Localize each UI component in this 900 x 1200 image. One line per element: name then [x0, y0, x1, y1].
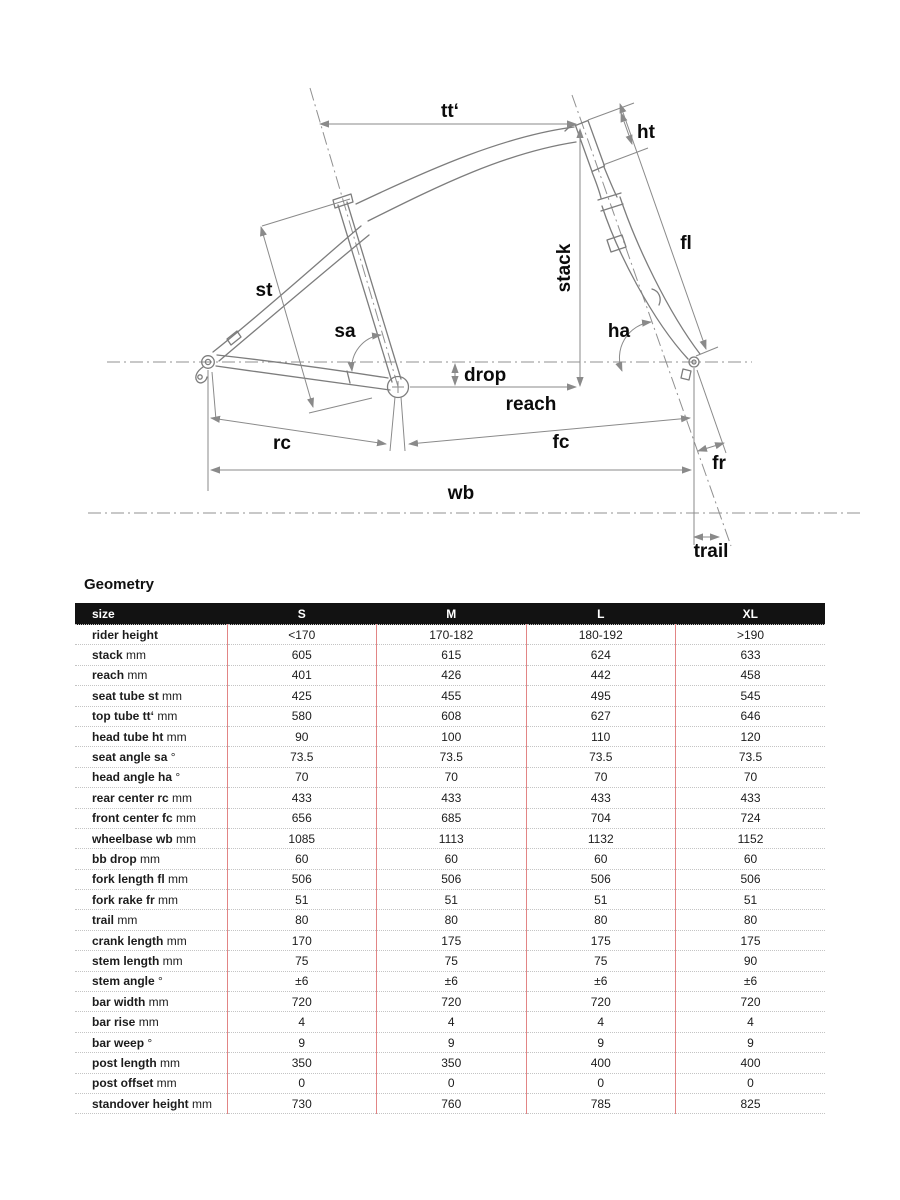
- label-drop: drop: [464, 365, 507, 386]
- rear-axle-extension: [208, 370, 216, 491]
- top-tube-upper-edge: [356, 127, 574, 204]
- label-rc: rc: [273, 433, 291, 454]
- value-cell-l: 180-192: [526, 625, 676, 645]
- value-cell-s: 73.5: [227, 747, 377, 767]
- row-label-cell: bb drop mm: [75, 849, 227, 869]
- value-cell-xl: 400: [676, 1053, 826, 1073]
- value-cell-l: 75: [526, 951, 676, 971]
- dimension-labels: [256, 101, 729, 562]
- value-cell-s: 433: [227, 788, 377, 808]
- table-row: [75, 951, 825, 971]
- value-cell-l: 0: [526, 1073, 676, 1093]
- value-cell-s: 9: [227, 1032, 377, 1052]
- row-label-cell: seat tube st mm: [75, 686, 227, 706]
- value-cell-m: ±6: [377, 971, 527, 991]
- value-cell-m: 73.5: [377, 747, 527, 767]
- value-cell-m: 170-182: [377, 625, 527, 645]
- table-row: [75, 645, 825, 665]
- table-row: [75, 1053, 825, 1073]
- row-label-cell: post offset mm: [75, 1073, 227, 1093]
- row-label-cell: rear center rc mm: [75, 788, 227, 808]
- value-cell-xl: 4: [676, 1012, 826, 1032]
- value-cell-l: ±6: [526, 971, 676, 991]
- value-cell-xl: 825: [676, 1093, 826, 1113]
- value-cell-l: 785: [526, 1093, 676, 1113]
- value-cell-m: 9: [377, 1032, 527, 1052]
- value-cell-s: 605: [227, 645, 377, 665]
- value-cell-l: 80: [526, 910, 676, 930]
- value-cell-xl: 120: [676, 726, 826, 746]
- value-cell-s: 656: [227, 808, 377, 828]
- row-label-cell: stem length mm: [75, 951, 227, 971]
- label-trail: trail: [693, 541, 729, 562]
- value-cell-xl: 506: [676, 869, 826, 889]
- row-label-cell: stack mm: [75, 645, 227, 665]
- col-header-size: size: [75, 603, 227, 625]
- value-cell-m: 685: [377, 808, 527, 828]
- chain-stay-upper-edge: [217, 355, 388, 378]
- table-row: [75, 849, 825, 869]
- col-header-m: M: [377, 603, 527, 625]
- value-cell-xl: 73.5: [676, 747, 826, 767]
- label-reach: reach: [505, 394, 557, 415]
- value-cell-m: 1113: [377, 828, 527, 848]
- row-label-cell: bar weep °: [75, 1032, 227, 1052]
- value-cell-m: 608: [377, 706, 527, 726]
- value-cell-s: 720: [227, 992, 377, 1012]
- table-row: [75, 869, 825, 889]
- value-cell-xl: 90: [676, 951, 826, 971]
- value-cell-l: 506: [526, 869, 676, 889]
- st-dimension: [261, 227, 313, 407]
- value-cell-m: 75: [377, 951, 527, 971]
- dimension-lines: [208, 103, 726, 545]
- value-cell-m: 615: [377, 645, 527, 665]
- value-cell-xl: 724: [676, 808, 826, 828]
- value-cell-s: 506: [227, 869, 377, 889]
- value-cell-xl: 60: [676, 849, 826, 869]
- value-cell-xl: 633: [676, 645, 826, 665]
- row-label-cell: trail mm: [75, 910, 227, 930]
- table-row: [75, 1093, 825, 1113]
- label-fc: fc: [552, 432, 570, 453]
- table-row: [75, 808, 825, 828]
- value-cell-l: 110: [526, 726, 676, 746]
- row-label-cell: front center fc mm: [75, 808, 227, 828]
- label-stack: stack: [554, 243, 575, 293]
- value-cell-m: 4: [377, 1012, 527, 1032]
- table-row: [75, 625, 825, 645]
- value-cell-m: 506: [377, 869, 527, 889]
- value-cell-l: 704: [526, 808, 676, 828]
- value-cell-xl: ±6: [676, 971, 826, 991]
- col-header-xl: XL: [676, 603, 826, 625]
- table-row: [75, 1073, 825, 1093]
- value-cell-xl: 70: [676, 767, 826, 787]
- row-label-cell: top tube tt‘ mm: [75, 706, 227, 726]
- front-dropout-tab: [681, 369, 691, 380]
- value-cell-l: 433: [526, 788, 676, 808]
- value-cell-l: 1132: [526, 828, 676, 848]
- value-cell-l: 4: [526, 1012, 676, 1032]
- value-cell-m: 720: [377, 992, 527, 1012]
- label-sa: sa: [334, 321, 356, 342]
- value-cell-m: 80: [377, 910, 527, 930]
- chain-stay-lower-edge: [216, 366, 390, 390]
- fc-dimension: [409, 418, 690, 444]
- row-label-cell: bar rise mm: [75, 1012, 227, 1032]
- value-cell-m: 60: [377, 849, 527, 869]
- row-label-cell: standover height mm: [75, 1093, 227, 1113]
- table-row: [75, 726, 825, 746]
- value-cell-s: 1085: [227, 828, 377, 848]
- row-label-cell: rider height: [75, 625, 227, 645]
- label-tt: tt‘: [441, 101, 459, 122]
- value-cell-m: 0: [377, 1073, 527, 1093]
- value-cell-s: 0: [227, 1073, 377, 1093]
- label-fr: fr: [712, 453, 726, 474]
- fl-extension-line: [696, 347, 718, 356]
- table-row: [75, 665, 825, 685]
- table-row: [75, 890, 825, 910]
- label-fl: fl: [680, 233, 692, 254]
- row-label-cell: wheelbase wb mm: [75, 828, 227, 848]
- value-cell-s: 80: [227, 910, 377, 930]
- value-cell-l: 627: [526, 706, 676, 726]
- bb-extension-lines: [390, 397, 405, 451]
- label-wb: wb: [447, 483, 475, 504]
- fork-offset-parallel-line: [697, 370, 726, 453]
- row-label-cell: fork rake fr mm: [75, 890, 227, 910]
- value-cell-s: 401: [227, 665, 377, 685]
- table-row: [75, 992, 825, 1012]
- table-row: [75, 767, 825, 787]
- value-cell-s: 60: [227, 849, 377, 869]
- value-cell-l: 175: [526, 930, 676, 950]
- row-label-cell: crank length mm: [75, 930, 227, 950]
- chain-stay-seam: [347, 371, 350, 383]
- row-label-cell: reach mm: [75, 665, 227, 685]
- construction-lines: [88, 88, 862, 546]
- value-cell-m: 426: [377, 665, 527, 685]
- table-row: [75, 828, 825, 848]
- value-cell-m: 175: [377, 930, 527, 950]
- table-row: [75, 1012, 825, 1032]
- row-label-cell: bar width mm: [75, 992, 227, 1012]
- fork-steerer-left: [592, 172, 601, 198]
- bike-geometry-svg: [0, 0, 900, 565]
- value-cell-l: 495: [526, 686, 676, 706]
- value-cell-m: 350: [377, 1053, 527, 1073]
- value-cell-l: 60: [526, 849, 676, 869]
- row-label-cell: post length mm: [75, 1053, 227, 1073]
- value-cell-xl: 1152: [676, 828, 826, 848]
- row-label-cell: seat angle sa °: [75, 747, 227, 767]
- header-row: [75, 603, 825, 625]
- value-cell-s: ±6: [227, 971, 377, 991]
- value-cell-l: 70: [526, 767, 676, 787]
- value-cell-l: 720: [526, 992, 676, 1012]
- seat-tube-axis-line: [310, 88, 399, 390]
- geometry-table-header: [75, 603, 825, 625]
- value-cell-l: 73.5: [526, 747, 676, 767]
- value-cell-s: 4: [227, 1012, 377, 1032]
- value-cell-m: 100: [377, 726, 527, 746]
- geometry-table: [75, 603, 825, 1114]
- seat-tube-left-edge: [338, 205, 392, 382]
- bike-frame-drawing: [196, 121, 700, 398]
- value-cell-xl: >190: [676, 625, 826, 645]
- fr-dimension: [698, 443, 724, 451]
- value-cell-s: 425: [227, 686, 377, 706]
- hanger-hole: [198, 375, 202, 379]
- value-cell-l: 400: [526, 1053, 676, 1073]
- value-cell-xl: 0: [676, 1073, 826, 1093]
- value-cell-s: 350: [227, 1053, 377, 1073]
- sa-angle-arc: [352, 335, 381, 371]
- col-header-l: L: [526, 603, 676, 625]
- table-row: [75, 788, 825, 808]
- value-cell-xl: 545: [676, 686, 826, 706]
- value-cell-s: <170: [227, 625, 377, 645]
- value-cell-s: 51: [227, 890, 377, 910]
- value-cell-l: 442: [526, 665, 676, 685]
- ht-dimension: [621, 113, 632, 144]
- value-cell-l: 9: [526, 1032, 676, 1052]
- table-row: [75, 686, 825, 706]
- label-ht: ht: [637, 122, 655, 143]
- value-cell-m: 455: [377, 686, 527, 706]
- table-row: [75, 971, 825, 991]
- row-label-cell: head tube ht mm: [75, 726, 227, 746]
- geometry-table-body: [75, 625, 825, 1114]
- row-label-cell: head angle ha °: [75, 767, 227, 787]
- section-title: Geometry: [84, 576, 155, 593]
- value-cell-m: 433: [377, 788, 527, 808]
- table-row: [75, 1032, 825, 1052]
- table-row: [75, 706, 825, 726]
- value-cell-xl: 9: [676, 1032, 826, 1052]
- label-st: st: [255, 280, 273, 301]
- value-cell-xl: 433: [676, 788, 826, 808]
- value-cell-m: 51: [377, 890, 527, 910]
- col-header-s: S: [227, 603, 377, 625]
- brake-mount-bump: [652, 289, 660, 305]
- value-cell-l: 51: [526, 890, 676, 910]
- steering-axis-line: [572, 95, 731, 546]
- value-cell-s: 70: [227, 767, 377, 787]
- value-cell-m: 760: [377, 1093, 527, 1113]
- value-cell-xl: 720: [676, 992, 826, 1012]
- value-cell-xl: 51: [676, 890, 826, 910]
- value-cell-xl: 175: [676, 930, 826, 950]
- table-row: [75, 930, 825, 950]
- value-cell-s: 90: [227, 726, 377, 746]
- bike-geometry-diagram: [0, 0, 900, 565]
- fl-dimension: [620, 104, 706, 349]
- value-cell-xl: 458: [676, 665, 826, 685]
- value-cell-xl: 80: [676, 910, 826, 930]
- rc-dimension: [211, 418, 386, 444]
- fork-crown: [598, 193, 623, 211]
- label-ha: ha: [607, 321, 631, 342]
- table-row: [75, 910, 825, 930]
- row-label-cell: stem angle °: [75, 971, 227, 991]
- value-cell-s: 580: [227, 706, 377, 726]
- value-cell-s: 170: [227, 930, 377, 950]
- value-cell-l: 624: [526, 645, 676, 665]
- seat-stay-detail: [227, 331, 241, 345]
- value-cell-xl: 646: [676, 706, 826, 726]
- value-cell-s: 730: [227, 1093, 377, 1113]
- row-label-cell: fork length fl mm: [75, 869, 227, 889]
- value-cell-m: 70: [377, 767, 527, 787]
- bottom-bracket-crosshair: [392, 381, 404, 393]
- table-row: [75, 747, 825, 767]
- value-cell-s: 75: [227, 951, 377, 971]
